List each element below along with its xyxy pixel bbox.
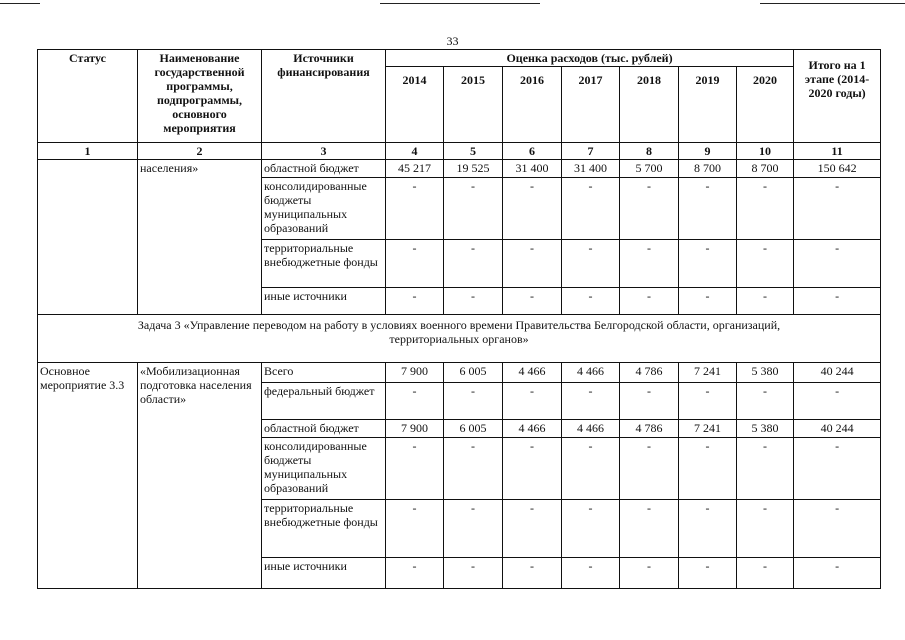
value-cell: - [386,178,444,240]
value-cell: - [503,558,562,589]
value-cell: 7 900 [386,420,444,438]
value-cell: - [503,500,562,558]
status-cell: Основное мероприятие 3.3 [38,363,138,589]
column-number: 8 [620,143,679,160]
column-number: 6 [503,143,562,160]
value-cell: - [444,240,503,288]
value-cell: 4 466 [562,420,620,438]
value-cell: - [620,438,679,500]
budget-table [37,49,881,589]
header-year: 2014 [386,67,444,143]
value-cell: - [386,500,444,558]
program-name-cell: «Мобилизационная подготовка населения области» [138,363,262,589]
header-total: Итого на 1 этапе (2014-2020 годы) [794,50,881,143]
scan-edge-rule [760,3,905,4]
value-cell: - [679,438,737,500]
value-cell: 31 400 [562,160,620,178]
value-cell: - [737,178,794,240]
column-number: 11 [794,143,881,160]
status-cell [38,160,138,315]
value-cell: 4 786 [620,363,679,383]
source-cell: территориальные внебюджетные фонды [262,500,386,558]
header-year: 2016 [503,67,562,143]
value-cell: - [386,438,444,500]
value-cell: - [679,383,737,420]
header-year: 2017 [562,67,620,143]
value-cell: - [562,500,620,558]
total-cell: - [794,240,881,288]
header-status: Статус [38,50,138,143]
value-cell: - [737,438,794,500]
value-cell: - [620,500,679,558]
total-cell: 150 642 [794,160,881,178]
value-cell: - [620,240,679,288]
header-row [38,50,881,67]
value-cell: - [444,288,503,315]
header-estimate: Оценка расходов (тыс. рублей) [386,50,794,67]
task-row [38,315,881,363]
value-cell: - [737,288,794,315]
value-cell: - [503,438,562,500]
source-cell: консолидированные бюджеты муниципальных образований [262,438,386,500]
source-cell: территориальные внебюджетные фонды [262,240,386,288]
value-cell: - [444,500,503,558]
value-cell: - [737,558,794,589]
value-cell: 8 700 [679,160,737,178]
header-sources: Источники финансирования [262,50,386,143]
value-cell: - [679,178,737,240]
value-cell: 7 900 [386,363,444,383]
value-cell: 7 241 [679,363,737,383]
header-year: 2018 [620,67,679,143]
value-cell: 6 005 [444,420,503,438]
total-cell: - [794,178,881,240]
value-cell: 45 217 [386,160,444,178]
value-cell: - [679,240,737,288]
value-cell: - [503,288,562,315]
value-cell: 5 380 [737,363,794,383]
value-cell: 4 466 [503,420,562,438]
value-cell: - [444,558,503,589]
value-cell: - [503,383,562,420]
value-cell: - [620,558,679,589]
column-number: 7 [562,143,620,160]
value-cell: - [444,383,503,420]
total-cell: 40 244 [794,420,881,438]
source-cell: иные источники [262,288,386,315]
value-cell: - [679,500,737,558]
table-row [38,160,881,178]
source-cell: Всего [262,363,386,383]
header-year: 2015 [444,67,503,143]
value-cell: 5 700 [620,160,679,178]
scan-edge-rule [0,3,40,4]
value-cell: - [562,178,620,240]
header-year: 2019 [679,67,737,143]
column-number: 10 [737,143,794,160]
value-cell: - [679,558,737,589]
source-cell: областной бюджет [262,160,386,178]
total-cell: - [794,383,881,420]
value-cell: - [737,383,794,420]
column-numbers-row [38,143,881,160]
value-cell: - [620,178,679,240]
value-cell: - [562,438,620,500]
total-cell: - [794,500,881,558]
total-cell: - [794,288,881,315]
total-cell: - [794,558,881,589]
value-cell: - [386,383,444,420]
total-cell: - [794,438,881,500]
program-name-cell: населения» [138,160,262,315]
column-number: 4 [386,143,444,160]
value-cell: 31 400 [503,160,562,178]
page-number: 33 [446,34,459,48]
value-cell: - [737,240,794,288]
value-cell: 8 700 [737,160,794,178]
column-number: 3 [262,143,386,160]
value-cell: 4 466 [503,363,562,383]
value-cell: - [562,288,620,315]
source-cell: иные источники [262,558,386,589]
source-cell: областной бюджет [262,420,386,438]
value-cell: - [562,383,620,420]
value-cell: - [444,178,503,240]
value-cell: 4 786 [620,420,679,438]
value-cell: - [386,288,444,315]
column-number: 1 [38,143,138,160]
value-cell: - [386,240,444,288]
total-cell: 40 244 [794,363,881,383]
value-cell: - [386,558,444,589]
value-cell: 19 525 [444,160,503,178]
value-cell: - [737,500,794,558]
column-number: 5 [444,143,503,160]
value-cell: 7 241 [679,420,737,438]
column-number: 9 [679,143,737,160]
value-cell: - [562,558,620,589]
value-cell: - [620,383,679,420]
source-cell: консолидированные бюджеты муниципальных образований [262,178,386,240]
scan-edge-rule [380,3,540,4]
value-cell: 5 380 [737,420,794,438]
value-cell: 6 005 [444,363,503,383]
value-cell: - [620,288,679,315]
value-cell: - [679,288,737,315]
header-year: 2020 [737,67,794,143]
value-cell: 4 466 [562,363,620,383]
value-cell: - [444,438,503,500]
value-cell: - [503,178,562,240]
table-row [38,363,881,383]
value-cell: - [503,240,562,288]
value-cell: - [562,240,620,288]
column-number: 2 [138,143,262,160]
header-name: Наименование государственной программы, подпрограммы, основного мероприятия [138,50,262,143]
task-title: Задача 3 «Управление переводом на работу в условиях военного времени Правительства Белгородской области, организаций, территориальных органов» [38,315,881,363]
source-cell: федеральный бюджет [262,383,386,420]
